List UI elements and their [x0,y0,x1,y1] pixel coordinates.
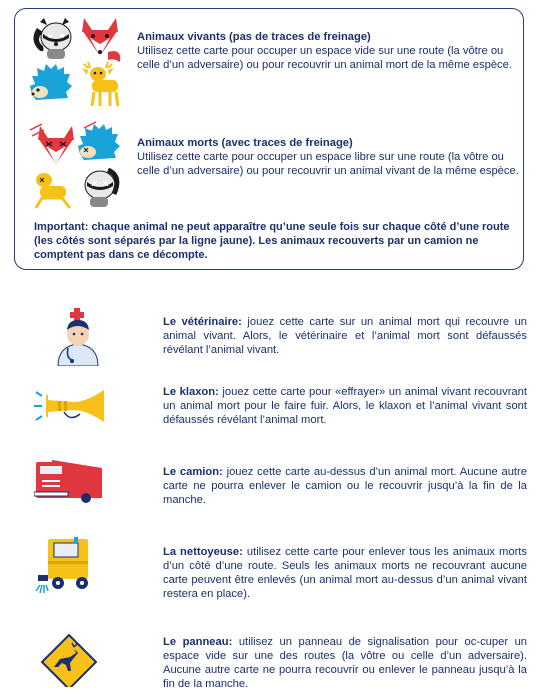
dead-animals-text: Utilisez cette carte pour occuper un espace libre sur une route (la vôtre ou celle d’un adversaire) ou pour recouvrir un animal vivant de la même espèce. [137,151,519,177]
veterinarian-card-desc: jouez cette carte sur un animal mort qui recouvre un animal vivant. Alors, le vétérinaire et l’animal mort sont défaussés révélant l’animal vivant. [163,316,528,356]
deer-crossing-sign-card-name: Le panneau: [163,636,233,648]
truck-card-text [163,465,527,507]
horn-card-text [163,385,527,427]
important-note: Important: chaque animal ne peut apparaître qu’une seule fois sur chaque côté d’une route (les côtés sont séparés par la ligne jaune). Les animaux recouverts par un camion ne comptent pas dans ce décompte. [34,221,510,261]
horn-card-desc: jouez cette carte pour «effrayer» un animal vivant recouvrant un animal mort pour le faire fuir. Alors, le klaxon et l’animal vivant sont défaussés révélant l’animal mort. [163,386,527,426]
deer-crossing-sign-card-desc: utilisez un panneau de signalisation pour oc-cuper un espace vide sur une des routes (la vôtre ou celle d’un adversaire). Aucune autre carte ne pourra recouvrir ou enlever le panneau jusqu’à la fin de la manche. [163,636,528,690]
street-sweeper-card-text [163,545,527,601]
veterinarian-card-name: Le vétérinaire: [163,316,242,328]
dead-animals-title: Animaux morts (avec traces de freinage) [137,137,353,149]
dead-animals-icon [28,120,123,212]
living-animals-icon [28,16,123,108]
truck-card-desc: jouez cette carte au-dessus d’un animal mort. Aucune autre carte ne pourra enlever le camion ou le recouvrir jusqu’à la fin de la manche. [163,466,527,506]
truck-icon [34,458,104,504]
street-sweeper-card-desc: utilisez cette carte pour enlever tous les animaux morts d’un côté d’une route. Seuls les animaux morts ne recouvrant aucune carte peuvent être enlevés (un animal mort au-dessus d’un animal vivant restera en place). [163,546,527,600]
horn-card-name: Le klaxon: [163,386,219,398]
deer-crossing-sign-icon [40,633,98,687]
horn-icon [34,388,112,426]
veterinarian-icon [50,308,108,366]
living-animals-title: Animaux vivants (pas de traces de freinage) [137,31,371,43]
deer-crossing-sign-card-text [163,635,527,691]
veterinarian-card-text [163,315,527,357]
living-animals-text: Utilisez cette carte pour occuper un espace vide sur une route (la vôtre ou celle d’un adversaire) ou pour recouvrir un animal mort de la même espèce. [137,45,512,71]
truck-card-name: Le camion: [163,466,223,478]
street-sweeper-card-name: La nettoyeuse: [163,546,243,558]
street-sweeper-icon [34,535,96,597]
